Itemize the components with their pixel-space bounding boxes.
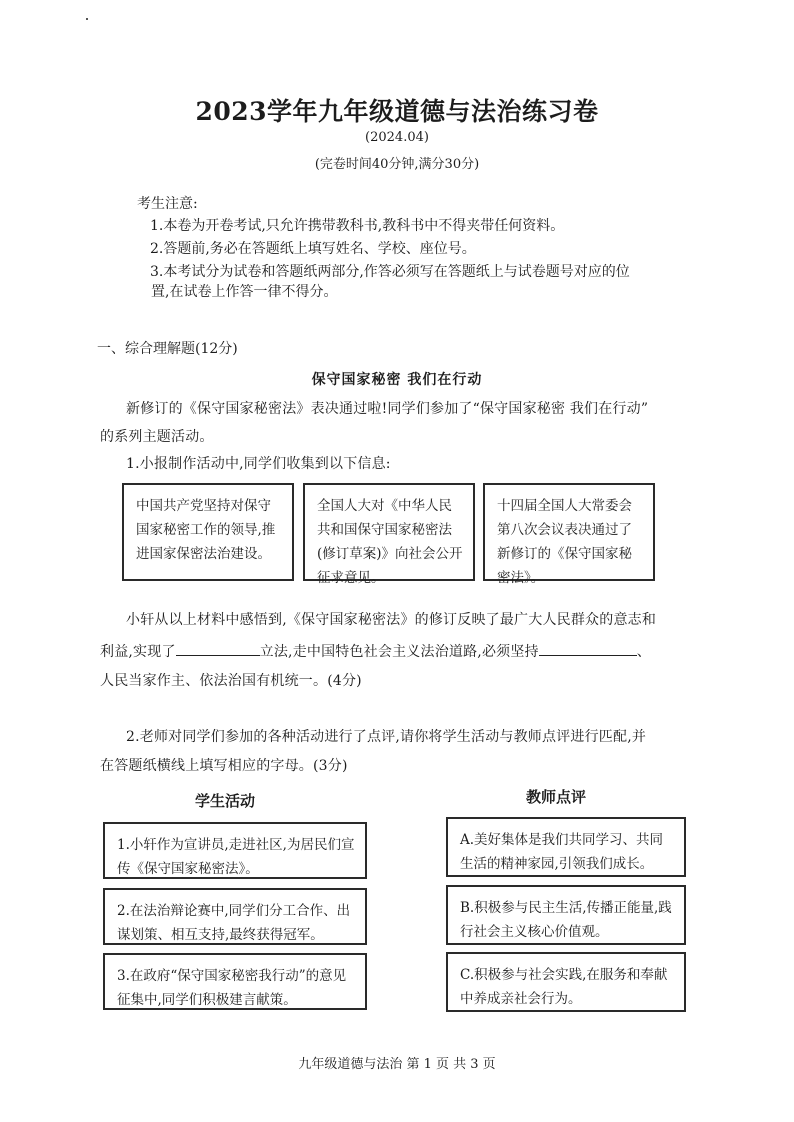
answer-blank-2 (539, 641, 637, 656)
notice-item: 2.答题前,务必在答题纸上填写姓名、学校、座位号。 (150, 241, 476, 257)
student-activity-text: 1.小轩作为宣讲员,走进社区,为居民们宣传《保守国家秘密法》。 (117, 837, 355, 877)
info-box (483, 483, 655, 586)
info-box-text: 十四届全国人大常委会第八次会议表决通过了新修订的《保守国家秘密法》。 (497, 498, 632, 586)
info-box (303, 483, 475, 586)
teacher-comment-box (446, 952, 686, 1012)
student-activity-text: 3.在政府“保守国家秘密我行动”的意见征集中,同学们积极建言献策。 (117, 968, 347, 1008)
question-2-text: 2.老师对同学们参加的各种活动进行了点评,请你将学生活动与教师点评进行匹配,并 (126, 729, 647, 745)
exam-title: 2023学年九年级道德与法治练习卷 (195, 97, 599, 126)
answer-blank-1 (176, 641, 260, 656)
q1-text-segment: 利益,实现了 (100, 644, 176, 660)
notice-item: 1.本卷为开卷考试,只允许携带教科书,教科书中不得夹带任何资料。 (150, 218, 565, 234)
section-subtitle: 保守国家秘密 我们在行动 (311, 372, 483, 388)
teacher-comment-box (446, 885, 686, 945)
info-box-text: 全国人大对《中华人民共和国保守国家秘密法(修订草案)》向社会公开征求意见。 (317, 498, 463, 586)
teacher-comment-text: A.美好集体是我们共同学习、共同生活的精神家园,引领我们成长。 (460, 832, 664, 872)
student-activity-heading: 学生活动 (195, 792, 256, 810)
exam-time-info: (完卷时间40分钟,满分30分) (314, 157, 480, 172)
teacher-comment-heading: 教师点评 (526, 788, 587, 806)
info-box-text: 中国共产党坚持对保守国家秘密工作的领导,推进国家保密法治建设。 (136, 498, 276, 562)
question-1-text: 小轩从以上材料中感悟到,《保守国家秘密法》的修订反映了最广大人民群众的意志和 (126, 612, 657, 628)
scan-speck (86, 18, 88, 20)
intro-line: 的系列主题活动。 (100, 429, 214, 445)
page-footer: 九年级道德与法治 第 1 页 共 3 页 (298, 1057, 496, 1072)
student-activity-box (103, 888, 367, 945)
exam-date: (2024.04) (365, 130, 429, 145)
teacher-comment-box (446, 817, 686, 877)
notice-heading: 考生注意: (137, 196, 198, 212)
student-activity-text: 2.在法治辩论赛中,同学们分工合作、出谋划策、相互支持,最终获得冠军。 (117, 903, 351, 943)
q1-text-segment: 、 (636, 644, 651, 660)
section-heading: 一、综合理解题(12分) (97, 341, 238, 357)
info-box (122, 483, 294, 581)
intro-line: 新修订的《保守国家秘密法》表决通过啦!同学们参加了“保守国家秘密 我们在行动” (126, 401, 649, 417)
q1-text-segment: 立法,走中国特色社会主义法治道路,必须坚持 (259, 644, 539, 660)
teacher-comment-text: C.积极参与社会实践,在服务和奉献中养成亲社会行为。 (460, 967, 668, 1007)
question-1-text-line2 (100, 641, 651, 661)
question-1-text: 人民当家作主、依法治国有机统一。(4分) (100, 673, 362, 689)
question-2-text: 在答题纸横线上填写相应的字母。(3分) (100, 758, 348, 774)
student-activity-box (103, 822, 367, 879)
notice-item: 置,在试卷上作答一律不得分。 (151, 284, 338, 300)
question-1-lead: 1.小报制作活动中,同学们收集到以下信息: (126, 456, 391, 472)
teacher-comment-text: B.积极参与民主生活,传播正能量,践行社会主义核心价值观。 (460, 900, 672, 940)
notice-item: 3.本考试分为试卷和答题纸两部分,作答必须写在答题纸上与试卷题号对应的位 (150, 264, 630, 280)
student-activity-box (103, 953, 367, 1010)
